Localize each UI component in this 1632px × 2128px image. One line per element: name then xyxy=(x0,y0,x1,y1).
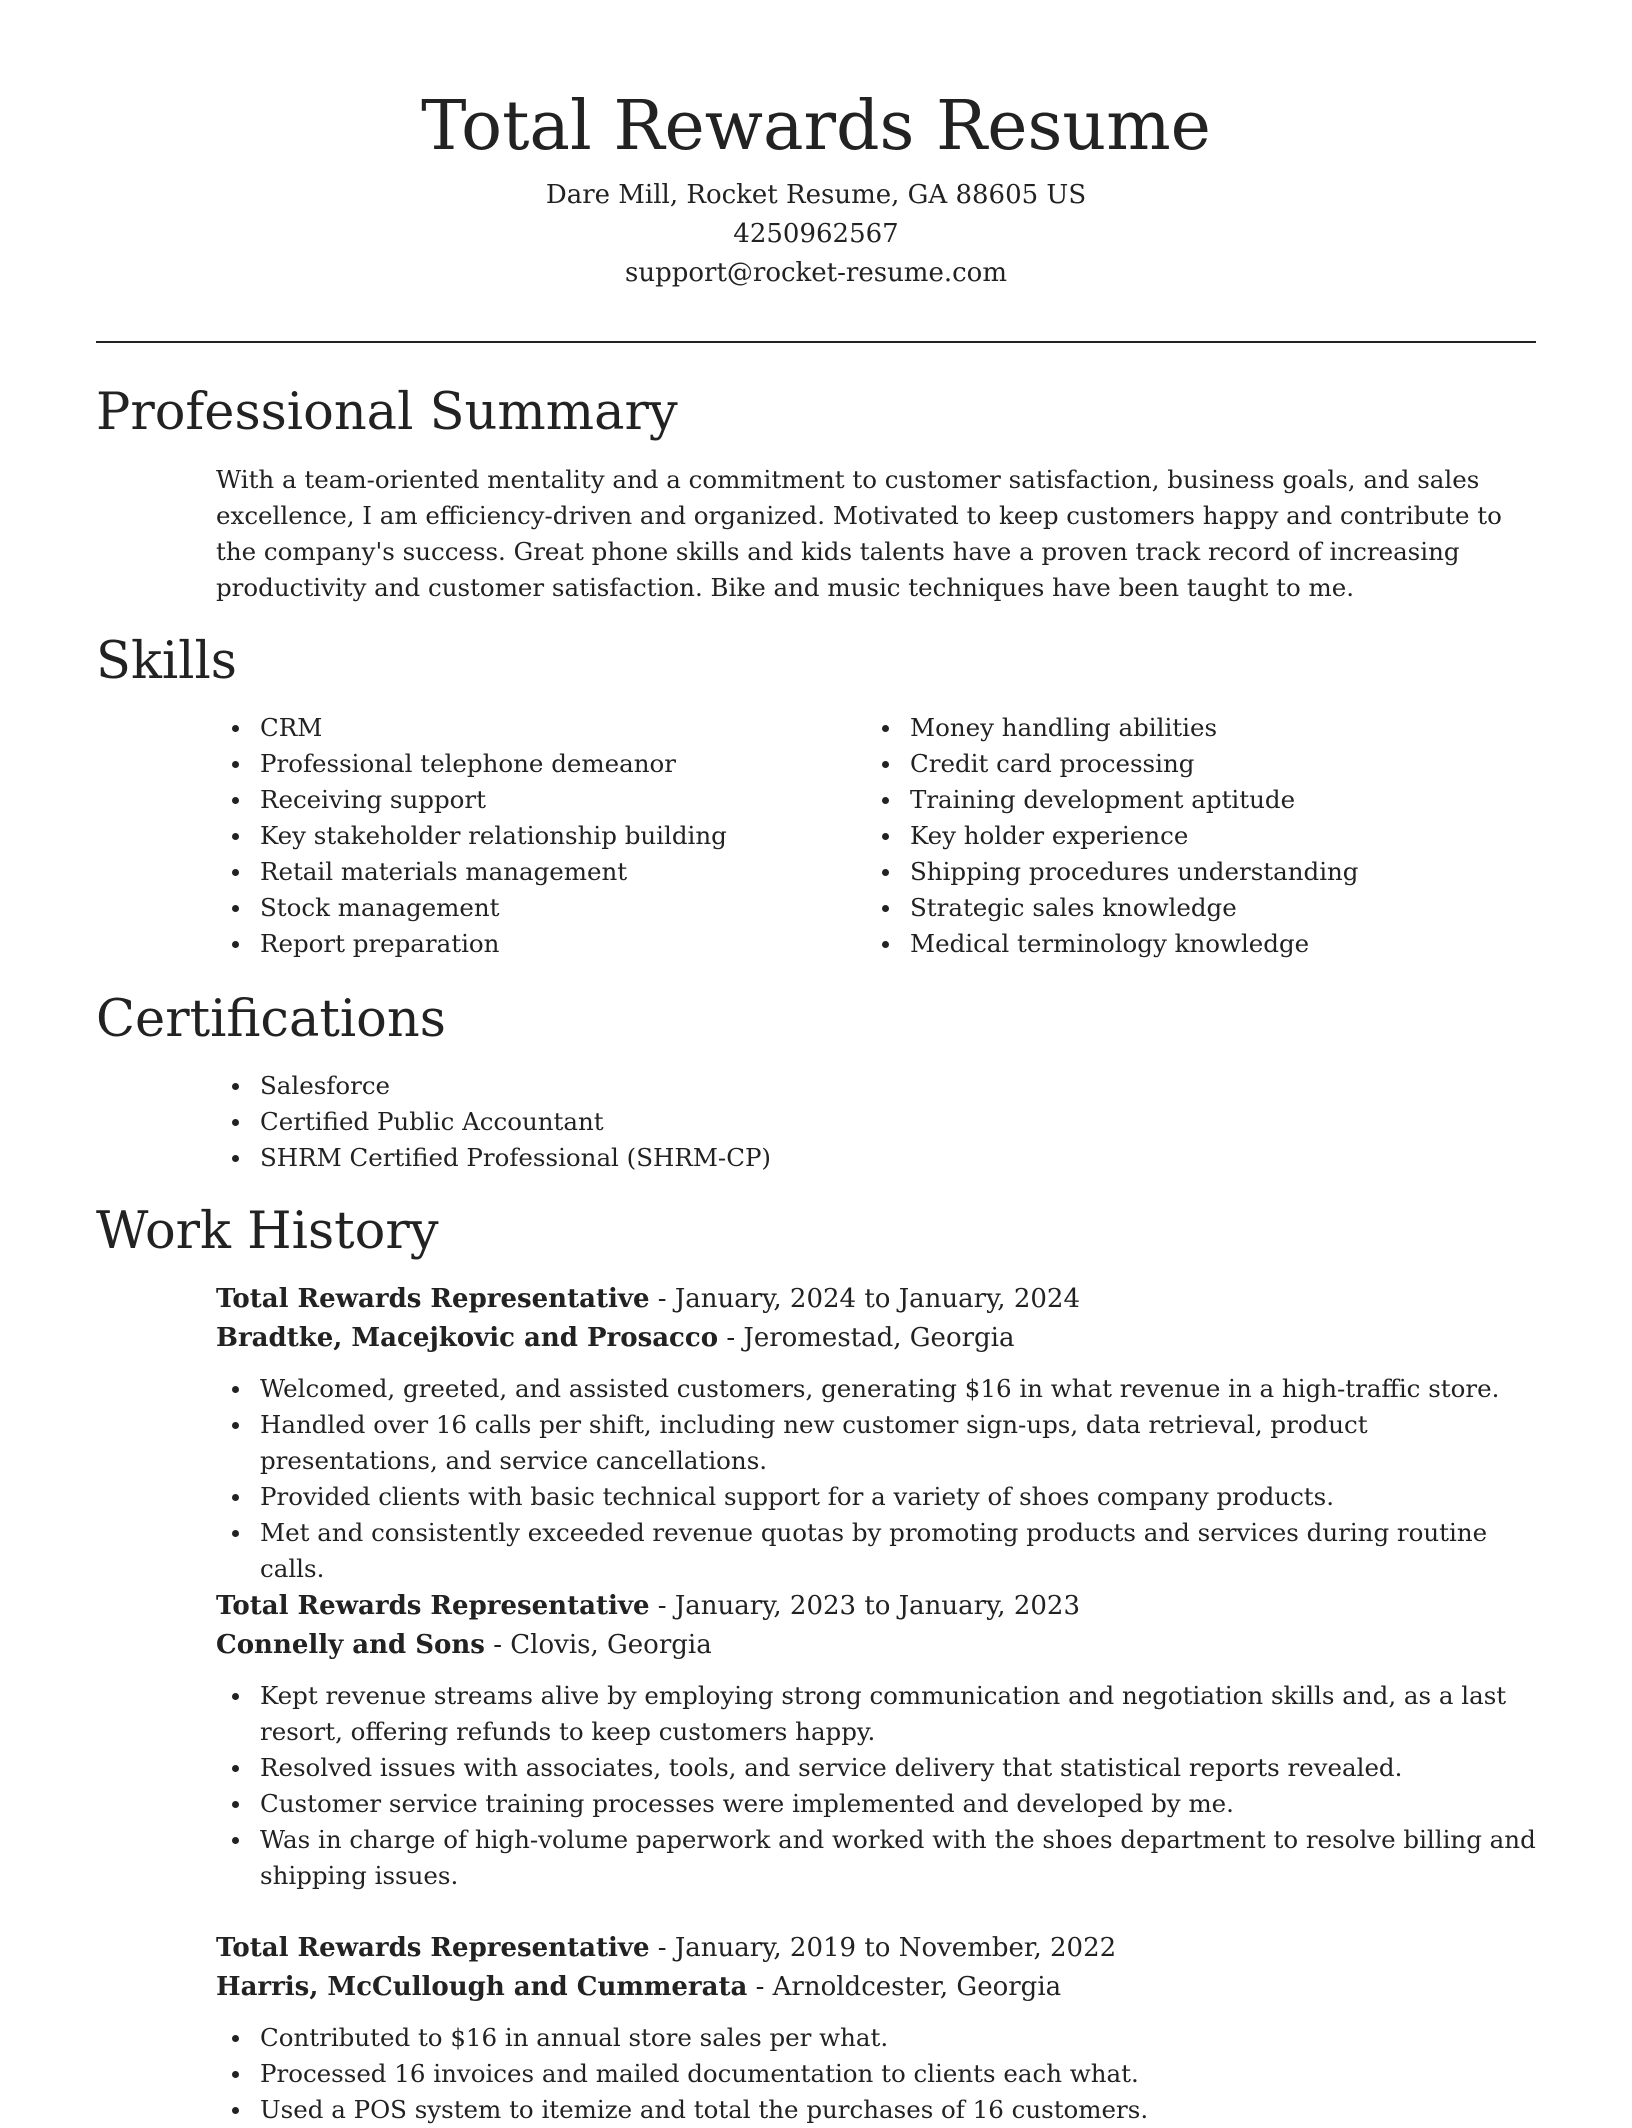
skill-item: Medical terminology knowledge xyxy=(866,926,1506,962)
contact-info xyxy=(96,176,1536,293)
work-history-section xyxy=(96,1201,1536,1263)
resume-header xyxy=(96,82,1536,293)
certification-item: SHRM Certified Professional (SHRM-CP) xyxy=(216,1140,1216,1176)
job-duty: Customer service training processes were implemented and developed by me. xyxy=(216,1786,1536,1822)
email-address: support@rocket-resume.com xyxy=(624,258,1007,288)
skill-item: Professional telephone demeanor xyxy=(216,746,856,782)
job-duty: Processed 16 invoices and mailed documentation to clients each what. xyxy=(216,2056,1536,2092)
job-entry xyxy=(216,1280,1536,1587)
address: Dare Mill, Rocket Resume, GA 88605 US xyxy=(545,180,1087,210)
job-company-line: Connelly and Sons - Clovis, Georgia xyxy=(216,1630,712,1660)
certifications-heading: Certifications xyxy=(96,990,446,1049)
certification-item: Salesforce xyxy=(216,1068,1216,1104)
job-company-line: Harris, McCullough and Cummerata - Arnoldcester, Georgia xyxy=(216,1972,1062,2002)
job-title-line: Total Rewards Representative - January, 2023 to January, 2023 xyxy=(216,1591,1080,1621)
job-duty: Contributed to $16 in annual store sales per what. xyxy=(216,2020,1536,2056)
phone-number: 4250962567 xyxy=(733,219,899,249)
job-title-line: Total Rewards Representative - January, 2019 to November, 2022 xyxy=(216,1933,1117,1963)
skill-item: Key stakeholder relationship building xyxy=(216,818,856,854)
job-duties-list xyxy=(216,1371,1536,1587)
skill-item: Receiving support xyxy=(216,782,856,818)
job-company: Harris, McCullough and Cummerata xyxy=(216,1972,748,2002)
skill-item: Stock management xyxy=(216,890,856,926)
certifications-section xyxy=(96,989,1536,1051)
job-entry xyxy=(216,1587,1536,1894)
job-duty: Used a POS system to itemize and total the purchases of 16 customers. xyxy=(216,2092,1536,2128)
job-duty: Kept revenue streams alive by employing strong communication and negotiation skills and, as a last resort, offering refunds to keep customers happy. xyxy=(216,1678,1536,1750)
summary-text: With a team-oriented mentality and a commitment to customer satisfaction, business goals, and sales excellence, I am efficiency-driven and organized. Motivated to keep customers happy and contribute to the company's success. Great phone skills and kids talents have a proven track record of increasing productivity and customer satisfaction. Bike and music techniques have been taught to me. xyxy=(216,465,1502,602)
job-location: Clovis, Georgia xyxy=(510,1630,712,1660)
job-dates: January, 2023 to January, 2023 xyxy=(674,1591,1080,1621)
skill-item: Shipping procedures understanding xyxy=(866,854,1506,890)
job-title: Total Rewards Representative xyxy=(216,1284,650,1314)
job-dates: January, 2024 to January, 2024 xyxy=(674,1284,1080,1314)
summary-heading: Professional Summary xyxy=(96,383,678,442)
summary-section xyxy=(96,382,1536,444)
job-company: Connelly and Sons xyxy=(216,1630,485,1660)
job-duty: Provided clients with basic technical support for a variety of shoes company products. xyxy=(216,1479,1536,1515)
job-title: Total Rewards Representative xyxy=(216,1933,650,1963)
job-duty: Welcomed, greeted, and assisted customers, generating $16 in what revenue in a high-traffic store. xyxy=(216,1371,1536,1407)
certifications-list xyxy=(216,1068,1216,1176)
skill-item: Key holder experience xyxy=(866,818,1506,854)
skills-heading: Skills xyxy=(96,632,237,691)
job-duty: Resolved issues with associates, tools, and service delivery that statistical reports revealed. xyxy=(216,1750,1536,1786)
skill-item: Report preparation xyxy=(216,926,856,962)
job-entry xyxy=(216,1929,1536,2128)
job-duty: Was in charge of high-volume paperwork and worked with the shoes department to resolve billing and shipping issues. xyxy=(216,1822,1536,1894)
skills-list-right xyxy=(866,710,1506,962)
skill-item: CRM xyxy=(216,710,856,746)
skill-item: Credit card processing xyxy=(866,746,1506,782)
job-title: Total Rewards Representative xyxy=(216,1591,650,1621)
job-title-line: Total Rewards Representative - January, 2024 to January, 2024 xyxy=(216,1284,1080,1314)
job-duties-list xyxy=(216,1678,1536,1894)
job-location: Arnoldcester, Georgia xyxy=(772,1972,1062,2002)
header-divider xyxy=(96,341,1536,343)
job-company: Bradtke, Macejkovic and Prosacco xyxy=(216,1323,719,1353)
resume-title: Total Rewards Resume xyxy=(421,87,1211,166)
skill-item: Money handling abilities xyxy=(866,710,1506,746)
job-duty: Handled over 16 calls per shift, including new customer sign-ups, data retrieval, product presentations, and service cancellations. xyxy=(216,1407,1536,1479)
certification-item: Certified Public Accountant xyxy=(216,1104,1216,1140)
work-history-heading: Work History xyxy=(96,1202,439,1261)
skill-item: Retail materials management xyxy=(216,854,856,890)
skill-item: Strategic sales knowledge xyxy=(866,890,1506,926)
skill-item: Training development aptitude xyxy=(866,782,1506,818)
skills-list-left xyxy=(216,710,856,962)
job-dates: January, 2019 to November, 2022 xyxy=(674,1933,1117,1963)
job-location: Jeromestad, Georgia xyxy=(743,1323,1015,1353)
job-duty: Met and consistently exceeded revenue quotas by promoting products and services during routine calls. xyxy=(216,1515,1536,1587)
job-company-line: Bradtke, Macejkovic and Prosacco - Jeromestad, Georgia xyxy=(216,1323,1015,1353)
skills-section xyxy=(96,631,1536,693)
